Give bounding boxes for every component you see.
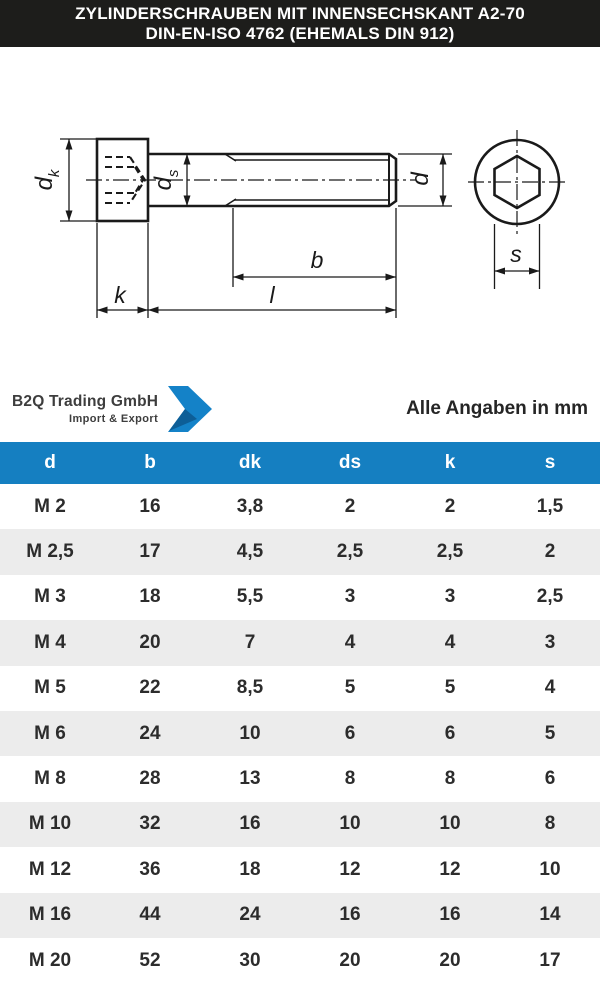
table-cell: 20: [439, 949, 461, 971]
end-view-centerlines: [468, 130, 566, 236]
table-row: [0, 620, 600, 665]
column-header-k: k: [400, 442, 500, 484]
b-label: b: [310, 247, 324, 273]
table-cell: 44: [139, 904, 161, 926]
table-cell: 28: [139, 768, 161, 790]
table-cell: M 6: [34, 722, 66, 744]
table-cell: 14: [539, 904, 561, 926]
table-cell: 4: [444, 631, 456, 653]
table-cell: 4,5: [236, 541, 264, 563]
screw-end-view: [468, 130, 566, 289]
title-line-2: DIN-EN-ISO 4762 (EHEMALS DIN 912): [145, 23, 455, 43]
title-line-1: ZYLINDERSCHRAUBEN MIT INNENSECHSKANT A2-70: [75, 3, 525, 23]
table-cell: 20: [339, 949, 361, 971]
table-row: [0, 711, 600, 756]
table-cell: 8,5: [236, 677, 264, 699]
table-cell: 2,5: [436, 541, 464, 563]
table-cell: 8: [544, 813, 556, 835]
table-cell: 4: [544, 677, 556, 699]
table-cell: 32: [139, 813, 161, 835]
table-cell: 36: [139, 858, 161, 880]
table-cell: M 3: [34, 586, 66, 608]
technical-drawing: [0, 47, 600, 375]
table-cell: M 12: [28, 858, 72, 880]
s-label: s: [510, 241, 522, 267]
header-row: [0, 442, 600, 484]
ds-label: $d_s$: [150, 169, 182, 191]
table-cell: 10: [339, 813, 361, 835]
table-cell: 52: [139, 949, 161, 971]
table-cell: 12: [339, 858, 361, 880]
table-cell: M 16: [28, 904, 72, 926]
table-cell: 2,5: [536, 586, 564, 608]
title-bar: [0, 0, 600, 47]
dk-label: $d_k$: [31, 169, 63, 191]
table-row: [0, 484, 600, 529]
table-cell: M 4: [34, 631, 66, 653]
table-cell: 6: [444, 722, 456, 744]
table-cell: 16: [139, 495, 161, 517]
table-cell: 16: [439, 904, 461, 926]
table-cell: 24: [239, 904, 261, 926]
table-cell: M 20: [28, 949, 72, 971]
brand-row: [0, 375, 600, 442]
logo-arrow-icon: [167, 385, 213, 433]
table-row: [0, 938, 600, 983]
table-cell: 5,5: [236, 586, 264, 608]
table-cell: 10: [439, 813, 461, 835]
table-cell: 12: [439, 858, 461, 880]
table-cell: 3: [444, 586, 456, 608]
k-label: k: [114, 282, 126, 308]
logo-company-name: B2Q Trading GmbH: [12, 392, 159, 410]
column-header-dk: dk: [200, 442, 300, 484]
table-row: [0, 666, 600, 711]
table-cell: 2,5: [336, 541, 364, 563]
table-row: [0, 756, 600, 801]
column-header-d: d: [0, 442, 100, 484]
table-cell: 7: [244, 631, 256, 653]
table-cell: 24: [139, 722, 161, 744]
table-cell: 17: [539, 949, 561, 971]
table-cell: 3: [344, 586, 356, 608]
length-extension-lines: [97, 208, 396, 318]
table-cell: 2: [444, 495, 456, 517]
l-label: l: [269, 282, 275, 308]
table-cell: 13: [239, 768, 261, 790]
table-cell: 20: [139, 631, 161, 653]
dimension-table-header: [0, 442, 600, 484]
table-cell: 8: [344, 768, 356, 790]
logo-text: [12, 393, 158, 425]
screw-side-view: [86, 139, 416, 221]
table-cell: 3: [544, 631, 556, 653]
dimension-table: [0, 442, 600, 983]
table-cell: 22: [139, 677, 161, 699]
table-cell: M 2,5: [26, 541, 74, 563]
table-cell: 5: [344, 677, 356, 699]
table-cell: 2: [344, 495, 356, 517]
table-row: [0, 893, 600, 938]
table-cell: 5: [544, 722, 556, 744]
table-cell: 16: [239, 813, 261, 835]
table-row: [0, 575, 600, 620]
dimension-table-body: [0, 484, 600, 983]
table-cell: M 8: [34, 768, 66, 790]
table-cell: M 5: [34, 677, 66, 699]
table-cell: 18: [139, 586, 161, 608]
table-cell: 16: [339, 904, 361, 926]
table-row: [0, 529, 600, 574]
table-cell: 30: [239, 949, 261, 971]
table-cell: 1,5: [536, 495, 564, 517]
table-cell: 3,8: [236, 495, 264, 517]
column-header-ds: ds: [300, 442, 400, 484]
column-header-s: s: [500, 442, 600, 484]
table-cell: 10: [239, 722, 261, 744]
table-cell: 6: [344, 722, 356, 744]
column-header-b: b: [100, 442, 200, 484]
table-cell: 5: [444, 677, 456, 699]
table-row: [0, 802, 600, 847]
table-cell: 6: [544, 768, 556, 790]
table-cell: M 2: [34, 495, 66, 517]
logo-tagline: Import & Export: [69, 412, 159, 425]
table-cell: 18: [239, 858, 261, 880]
table-row: [0, 847, 600, 892]
table-cell: M 10: [28, 813, 72, 835]
table-cell: 2: [544, 541, 556, 563]
table-cell: 4: [344, 631, 356, 653]
table-cell: 17: [139, 541, 161, 563]
table-cell: 8: [444, 768, 456, 790]
table-cell: 10: [539, 858, 561, 880]
units-note: Alle Angaben in mm: [406, 397, 588, 419]
d-label: d: [407, 172, 434, 186]
